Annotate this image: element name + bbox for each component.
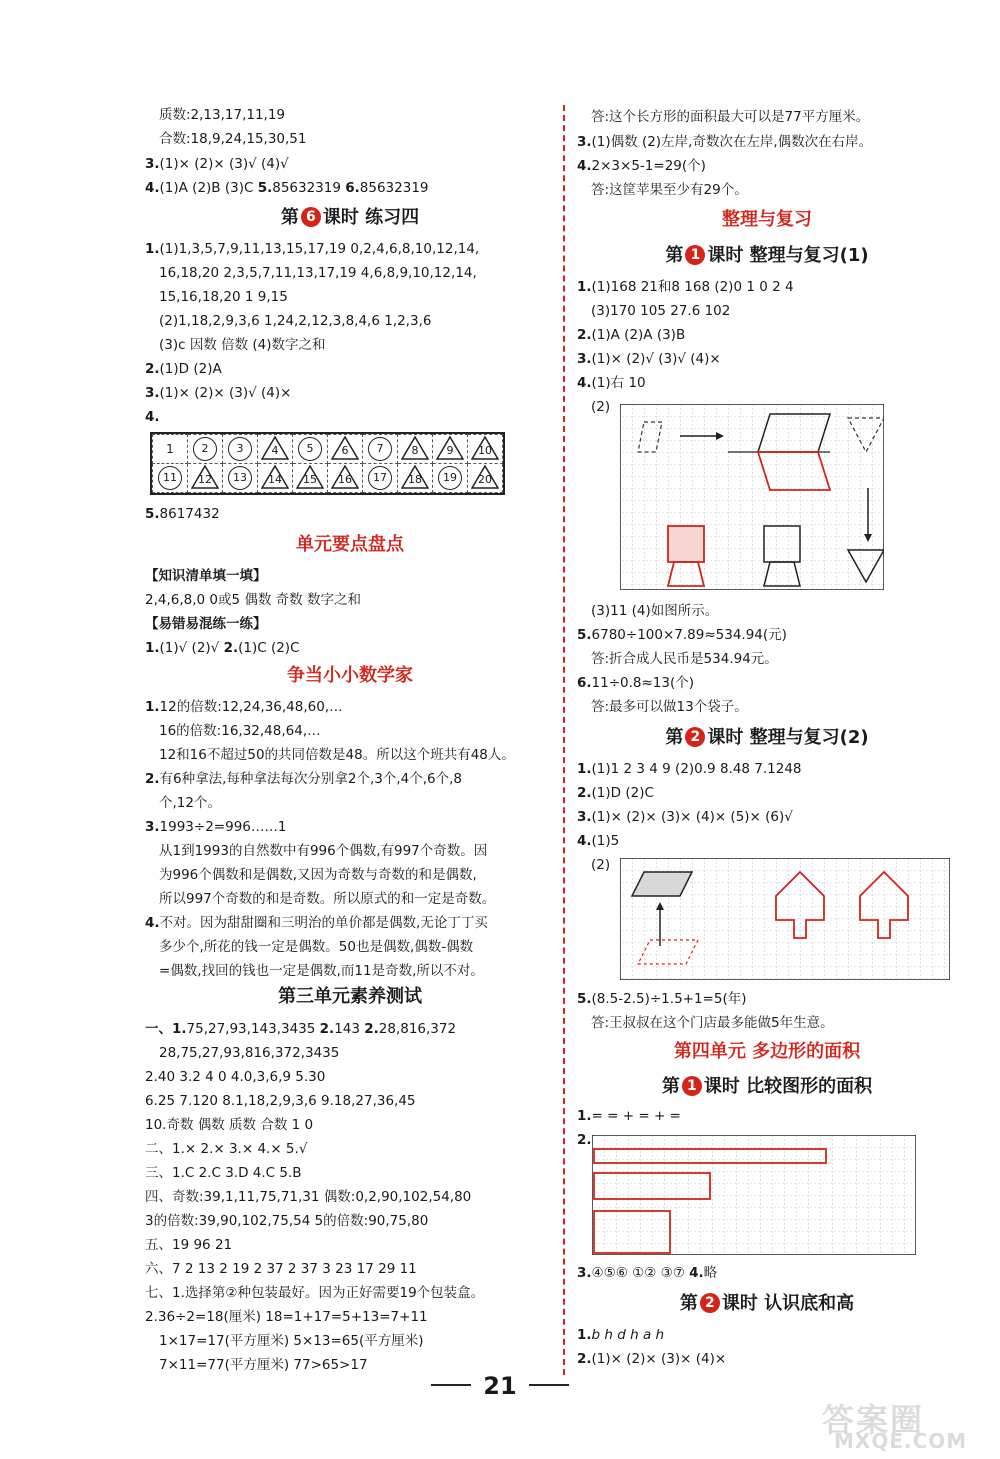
answer-line: 4. <box>145 409 160 425</box>
answer-line: 2.(1)A (2)A (3)B <box>577 327 686 343</box>
red-square <box>668 526 704 562</box>
symmetry-grid-figure <box>620 858 950 980</box>
table-cell: 6 <box>328 435 363 464</box>
answer-line: 为996个偶数和是偶数,又因为奇数与奇数的和是偶数, <box>159 867 477 883</box>
answer-line: 4.不对。因为甜甜圈和三明治的单价都是偶数,无论丁丁买 <box>145 915 488 931</box>
table-cell: 10 <box>468 435 503 464</box>
lesson-heading: 第 1 课时 整理与复习(1) <box>665 245 869 266</box>
table-cell: 8 <box>398 435 433 464</box>
answer-line: 1.(1)1 2 3 4 9 (2)0.9 8.48 7.1248 <box>577 761 802 777</box>
watermark: 答案圈 MXQE.COM <box>822 1401 968 1453</box>
lesson-heading: 第 6 课时 练习四 <box>280 207 420 228</box>
table-cell: 18 <box>398 464 433 493</box>
answer-line: 4.2×3×5-1=29(个) <box>577 158 706 174</box>
answer-line: 3.(1)偶数 (2)左岸,奇数次在左岸,偶数次在右岸。 <box>577 134 873 150</box>
table-cell: 4 <box>258 435 293 464</box>
table-cell: 14 <box>258 464 293 493</box>
answer-line: (2) <box>591 399 611 415</box>
answer-line: 10.奇数 偶数 质数 合数 1 0 <box>145 1117 314 1133</box>
answer-line: (2)1,18,2,9,3,6 1,24,2,12,3,8,4,6 1,2,3,6 <box>159 313 432 329</box>
answer-line: 合数:18,9,24,15,30,51 <box>159 131 307 147</box>
answer-line: 答:这筐苹果至少有29个。 <box>591 182 748 198</box>
answer-line: 1.(1)1,3,5,7,9,11,13,15,17,19 0,2,4,6,8,10,12,14, <box>145 241 480 257</box>
answer-line: 16的倍数:16,32,48,64,… <box>159 723 321 739</box>
table-cell: 1 <box>153 435 188 464</box>
answer-line: 一、1.75,27,93,143,3435 2.143 2.28,816,372 <box>145 1021 457 1037</box>
answer-line: 五、19 96 21 <box>145 1237 233 1253</box>
answer-line: 2.(1)× (2)× (3)× (4)× <box>577 1351 727 1367</box>
answer-line: 12和16不超过50的共同倍数是48。所以这个班共有48人。 <box>159 747 515 763</box>
answer-line: 答:折合成人民币是534.94元。 <box>591 651 778 667</box>
answer-line: 3.④⑤⑥ ①② ③⑦ 4.略 <box>577 1265 718 1281</box>
answer-line: 六、7 2 13 2 19 2 37 2 37 3 23 17 29 11 <box>145 1261 417 1277</box>
table-cell: 12 <box>188 464 223 493</box>
answer-line: 3.(1)× (2)× (3)√ (4)√ <box>145 156 289 172</box>
table-cell: 17 <box>363 464 398 493</box>
answer-line: 二、1.× 2.× 3.× 4.× 5.√ <box>145 1141 308 1157</box>
answer-line: 多少个,所花的钱一定是偶数。50也是偶数,偶数-偶数 <box>159 939 474 955</box>
answer-line: 16,18,20 2,3,5,7,11,13,17,19 4,6,8,9,10,12,14, <box>159 265 477 281</box>
answer-line: 三、1.C 2.C 3.D 4.C 5.B <box>145 1165 302 1181</box>
table-cell: 3 <box>223 435 258 464</box>
answer-line: 七、1.选择第②种包装最好。因为正好需要19个包装盒。 <box>145 1285 485 1301</box>
answer-line: 质数:2,13,17,11,19 <box>159 107 286 123</box>
tag-label: 【知识清单填一填】 <box>145 568 267 584</box>
answer-line: 4.(1)5 <box>577 833 620 849</box>
answer-line: 2.36÷2=18(厘米) 18=1+17=5+13=7+11 <box>145 1309 428 1325</box>
table-cell: 19 <box>433 464 468 493</box>
answer-line: (3)11 (4)如图所示。 <box>591 603 719 619</box>
answer-line: =偶数,找回的钱也一定是偶数,而11是奇数,所以不对。 <box>159 963 484 979</box>
table-cell: 9 <box>433 435 468 464</box>
answer-line: 3.1993÷2=996……1 <box>145 819 287 835</box>
table-cell: 11 <box>153 464 188 493</box>
table-row <box>153 464 503 493</box>
area-comparison-figure <box>592 1135 916 1255</box>
table-cell: 20 <box>468 464 503 493</box>
section-heading: 第四单元 多边形的面积 <box>673 1041 861 1062</box>
answer-line: 4.(1)A (2)B (3)C 5.85632319 6.85632319 <box>145 180 429 196</box>
answer-line: 2,4,6,8,0 0或5 偶数 奇数 数字之和 <box>145 592 361 608</box>
table-cell: 13 <box>223 464 258 493</box>
table-row <box>153 435 503 464</box>
answer-line: 4.(1)右 10 <box>577 375 646 391</box>
page-number: 21 <box>0 1372 1000 1400</box>
answer-line: 3.(1)× (2)√ (3)√ (4)× <box>577 351 721 367</box>
answer-line: 所以997个奇数的和是奇数。所以原式的和一定是奇数。 <box>159 891 496 907</box>
lesson-heading: 第 1 课时 比较图形的面积 <box>661 1076 873 1097</box>
section-heading: 第三单元素养测试 <box>278 986 422 1007</box>
column-divider <box>563 105 565 1375</box>
answer-line: 5.8617432 <box>145 506 220 522</box>
answer-line: 答:这个长方形的面积最大可以是77平方厘米。 <box>591 109 870 125</box>
table-cell: 7 <box>363 435 398 464</box>
answer-line: 15,16,18,20 1 9,15 <box>159 289 288 305</box>
answer-line: 7×11=77(平方厘米) 77>65>17 <box>159 1357 368 1373</box>
answer-line: 1.(1)√ (2)√ 2.(1)C (2)C <box>145 640 300 656</box>
lesson-heading: 第 2 课时 整理与复习(2) <box>665 727 869 748</box>
answer-line: 6.11÷0.8≈13(个) <box>577 675 695 691</box>
answer-line: 四、奇数:39,1,11,75,71,31 偶数:0,2,90,102,54,80 <box>145 1189 472 1205</box>
table-cell: 5 <box>293 435 328 464</box>
number-table <box>152 434 503 493</box>
answer-line: 1×17=17(平方厘米) 5×13=65(平方厘米) <box>159 1333 424 1349</box>
tag-label: 【易错易混练一练】 <box>145 616 267 632</box>
answer-line: 2. <box>577 1132 592 1148</box>
answer-line: 答:王叔叔在这个门店最多能做5年生意。 <box>591 1015 834 1031</box>
section-heading: 争当小小数学家 <box>287 665 413 686</box>
section-heading: 单元要点盘点 <box>296 534 404 555</box>
answer-line: 1.= = + = + = <box>577 1108 681 1124</box>
answer-line: 28,75,27,93,816,372,3435 <box>159 1045 340 1061</box>
table-cell: 15 <box>293 464 328 493</box>
answer-line: 5.6780÷100×7.89≈534.94(元) <box>577 627 787 643</box>
table-cell: 16 <box>328 464 363 493</box>
transformation-grid-figure <box>620 404 884 590</box>
table-cell: 2 <box>188 435 223 464</box>
answer-line: 2.40 3.2 4 0 4.0,3,6,9 5.30 <box>145 1069 326 1085</box>
answer-line: 答:最多可以做13个袋子。 <box>591 699 748 715</box>
answer-line: (2) <box>591 857 611 873</box>
answer-line: 2.(1)D (2)A <box>145 361 222 377</box>
answer-line: 个,12个。 <box>159 795 221 811</box>
answer-line: 5.(8.5-2.5)÷1.5+1=5(年) <box>577 991 747 1007</box>
answer-line: 3的倍数:39,90,102,75,54 5的倍数:90,75,80 <box>145 1213 429 1229</box>
answer-line: 6.25 7.120 8.1,18,2,9,3,6 9.18,27,36,45 <box>145 1093 416 1109</box>
section-heading: 整理与复习 <box>722 209 812 230</box>
answer-line: (3)c 因数 倍数 (4)数字之和 <box>159 337 326 353</box>
answer-line: 2.(1)D (2)C <box>577 785 654 801</box>
answer-line: 3.(1)× (2)× (3)√ (4)× <box>145 385 292 401</box>
answer-line: 从1到1993的自然数中有996个偶数,有997个奇数。因 <box>159 843 488 859</box>
answer-line: 2.有6种拿法,每种拿法每次分别拿2个,3个,4个,6个,8 <box>145 771 463 787</box>
answer-line: 1.12的倍数:12,24,36,48,60,… <box>145 699 343 715</box>
answer-line: 3.(1)× (2)× (3)× (4)× (5)× (6)√ <box>577 809 793 825</box>
answer-line: 1.b h d h a h <box>577 1327 665 1343</box>
answer-line: (3)170 105 27.6 102 <box>591 303 731 319</box>
answer-line: 1.(1)168 21和8 168 (2)0 1 0 2 4 <box>577 279 794 295</box>
lesson-heading: 第 2 课时 认识底和高 <box>679 1293 855 1314</box>
